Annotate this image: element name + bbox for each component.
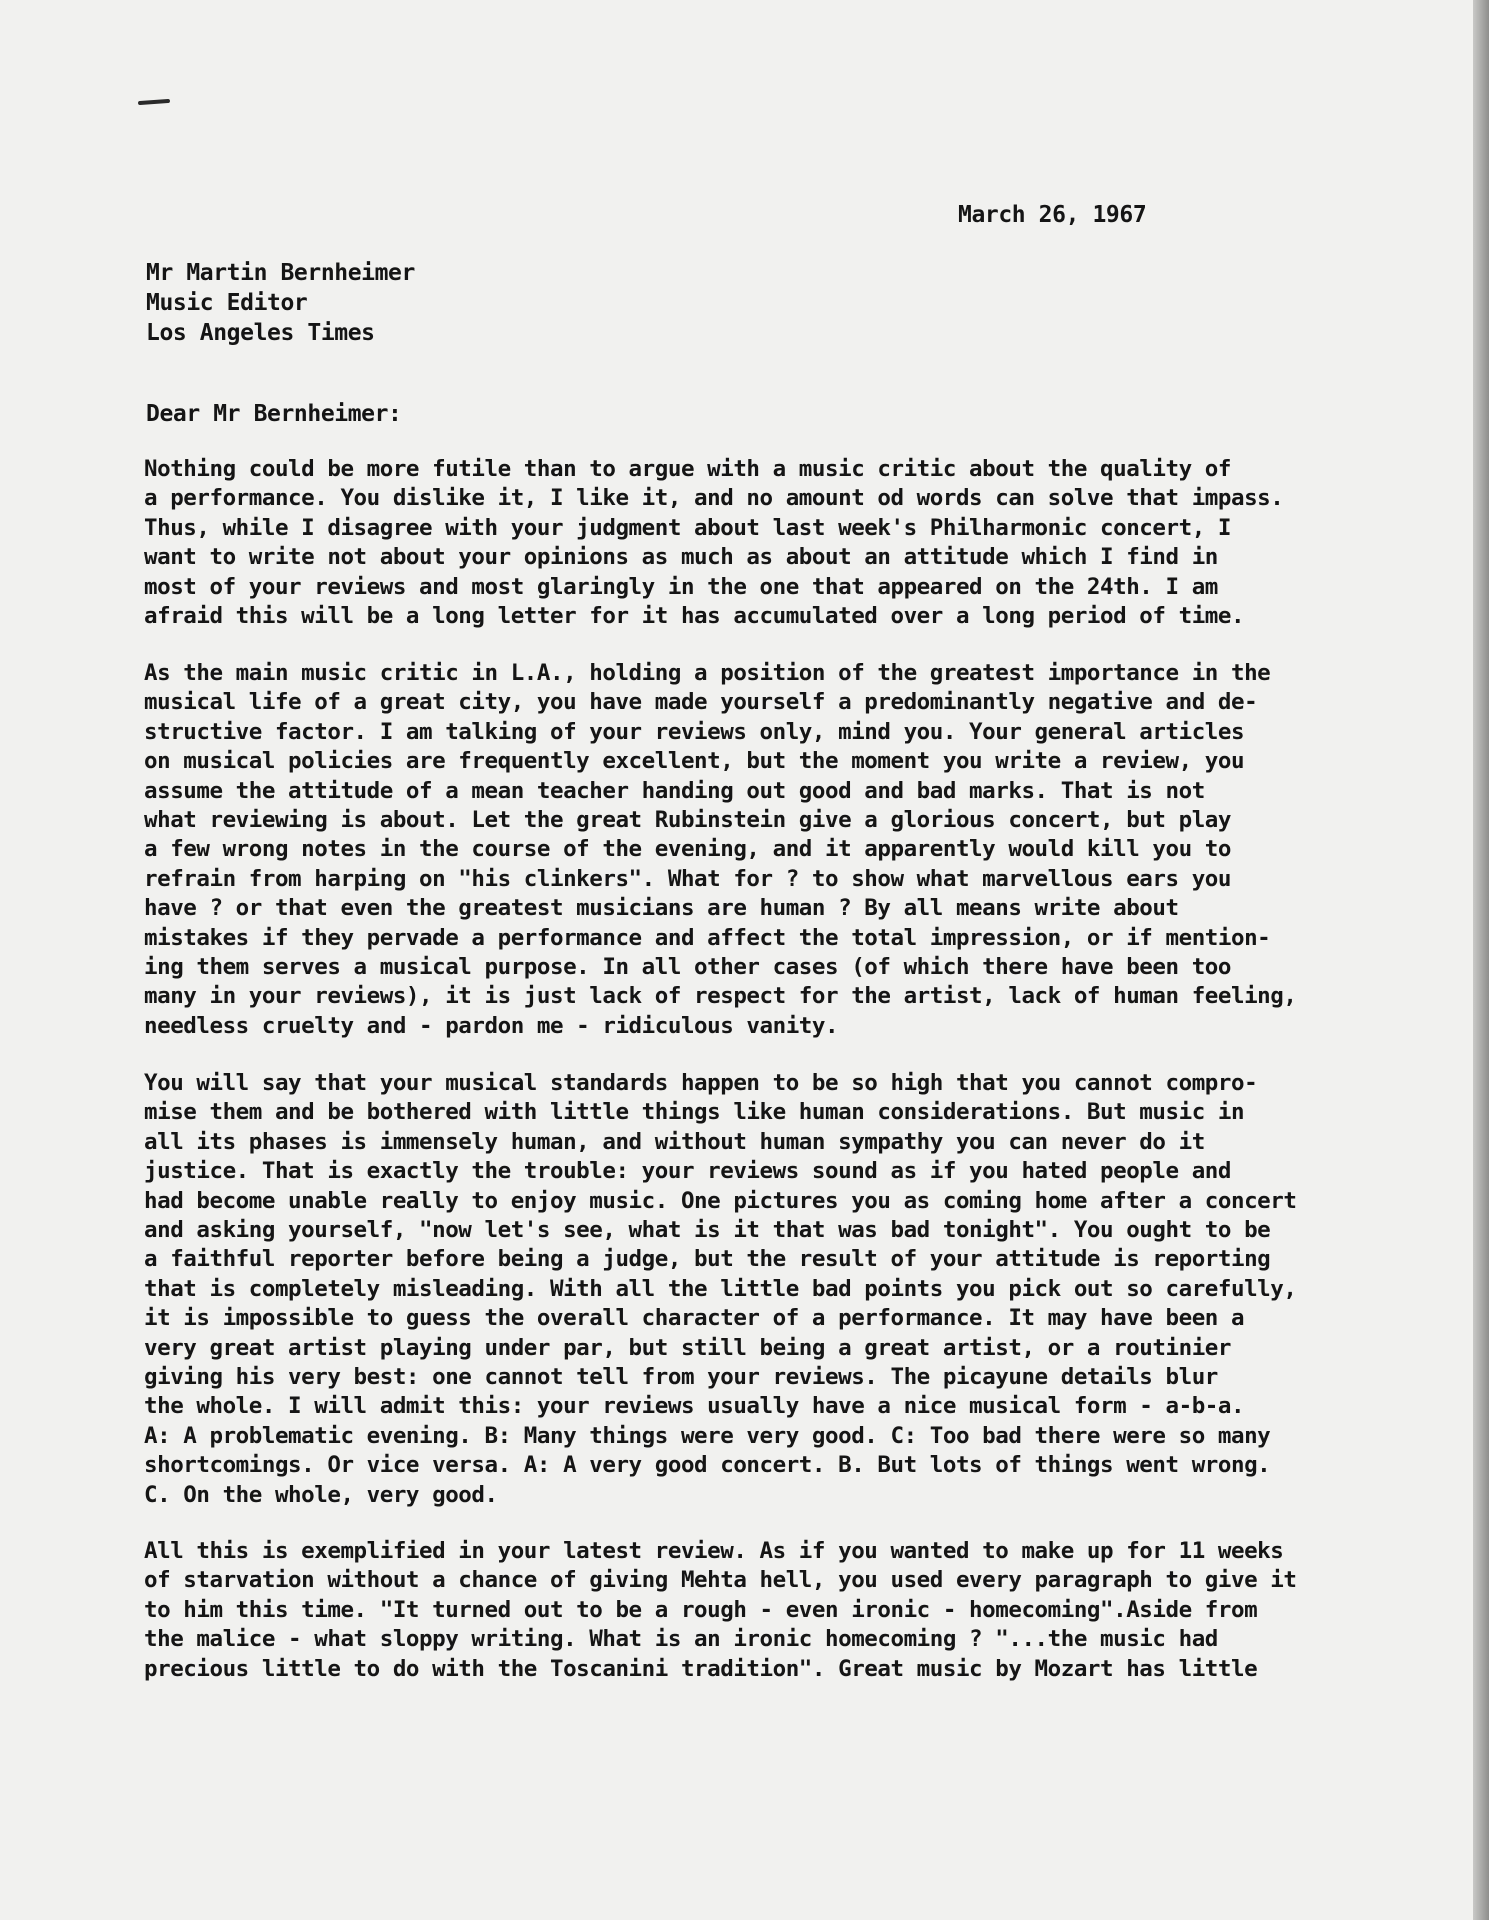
text-line: C. On the whole, very good. <box>144 1481 498 1508</box>
text-line: the whole. I will admit this: your reviews usually have a nice musical form - a-b-a. <box>144 1393 1245 1420</box>
recipient-address <box>146 258 415 348</box>
page-edge-shadow <box>1473 0 1489 1920</box>
text-line: to him this time. "It turned out to be a rough - even ironic - homecoming".Aside from <box>144 1596 1258 1623</box>
text-line: giving his very best: one cannot tell from your reviews. The picayune details blur <box>144 1364 1218 1391</box>
text-line: musical life of a great city, you have made yourself a predominantly negative and de- <box>144 689 1258 716</box>
text-line: assume the attitude of a mean teacher handing out good and bad marks. That is not <box>144 777 1205 804</box>
text-line: of starvation without a chance of giving Mehta hell, you used every paragraph to give it <box>144 1567 1297 1594</box>
text-line: have ? or that even the greatest musicians are human ? By all means write about <box>144 895 1179 922</box>
recipient-title: Music Editor <box>146 290 308 316</box>
paragraph-1 <box>144 455 1444 631</box>
text-line: most of your reviews and most glaringly in the one that appeared on the 24th. I am <box>144 573 1218 600</box>
recipient-name: Mr Martin Bernheimer <box>146 260 415 286</box>
text-line: Nothing could be more futile than to argue with a music critic about the quality of <box>144 456 1231 482</box>
text-line: You will say that your musical standards happen to be so high that you cannot compro- <box>144 1070 1258 1096</box>
recipient-organization: Los Angeles Times <box>146 320 375 346</box>
paragraph-3 <box>144 1069 1444 1510</box>
text-line: the malice - what sloppy writing. What is an ironic homecoming ? "...the music had <box>144 1626 1218 1653</box>
text-line: what reviewing is about. Let the great Rubinstein give a glorious concert, but play <box>144 807 1231 834</box>
ink-mark <box>138 99 170 105</box>
text-line: that is completely misleading. With all the little bad points you pick out so carefully, <box>144 1275 1297 1302</box>
text-line: very great artist playing under par, but still being a great artist, or a routinier <box>144 1334 1231 1361</box>
text-line: many in your reviews), it is just lack of respect for the artist, lack of human feeling, <box>144 983 1297 1010</box>
text-line: a performance. You dislike it, I like it, and no amount od words can solve that impass. <box>144 485 1284 512</box>
text-line: A: A problematic evening. B: Many things were very good. C: Too bad there were so many <box>144 1422 1271 1449</box>
text-line: on musical policies are frequently excellent, but the moment you write a review, you <box>144 748 1245 775</box>
text-line: afraid this will be a long letter for it has accumulated over a long period of time. <box>144 603 1245 630</box>
text-line: As the main music critic in L.A., holding a position of the greatest importance in the <box>144 660 1271 686</box>
text-line: mise them and be bothered with little things like human considerations. But music in <box>144 1099 1245 1126</box>
text-line: had become unable really to enjoy music. One pictures you as coming home after a concert <box>144 1187 1297 1214</box>
text-line: a few wrong notes in the course of the evening, and it apparently would kill you to <box>144 836 1231 863</box>
text-line: mistakes if they pervade a performance and affect the total impression, or if mention- <box>144 924 1271 951</box>
text-line: structive factor. I am talking of your reviews only, mind you. Your general articles <box>144 718 1245 745</box>
text-line: want to write not about your opinions as much as about an attitude which I find in <box>144 544 1218 571</box>
text-line: all its phases is immensely human, and without human sympathy you can never do it <box>144 1128 1205 1155</box>
paragraph-4 <box>144 1537 1444 1684</box>
text-line: refrain from harping on "his clinkers". What for ? to show what marvellous ears you <box>144 865 1231 892</box>
text-line: ing them serves a musical purpose. In all other cases (of which there have been too <box>144 954 1231 981</box>
text-line: it is impossible to guess the overall character of a performance. It may have been a <box>144 1305 1245 1332</box>
text-line: needless cruelty and - pardon me - ridiculous vanity. <box>144 1012 839 1039</box>
text-line: All this is exemplified in your latest review. As if you wanted to make up for 11 weeks <box>144 1538 1284 1564</box>
paragraph-2 <box>144 659 1444 1041</box>
text-line: Thus, while I disagree with your judgment about last week's Philharmonic concert, I <box>144 514 1231 541</box>
text-line: a faithful reporter before being a judge, but the result of your attitude is reporting <box>144 1246 1271 1273</box>
salutation: Dear Mr Bernheimer: <box>146 401 402 427</box>
text-line: justice. That is exactly the trouble: your reviews sound as if you hated people and <box>144 1158 1231 1185</box>
letter-date: March 26, 1967 <box>958 202 1147 228</box>
text-line: and asking yourself, "now let's see, what is it that was bad tonight". You ought to be <box>144 1217 1271 1244</box>
text-line: shortcomings. Or vice versa. A: A very good concert. B. But lots of things went wrong. <box>144 1452 1271 1479</box>
text-line: precious little to do with the Toscanini tradition". Great music by Mozart has little <box>144 1655 1258 1682</box>
